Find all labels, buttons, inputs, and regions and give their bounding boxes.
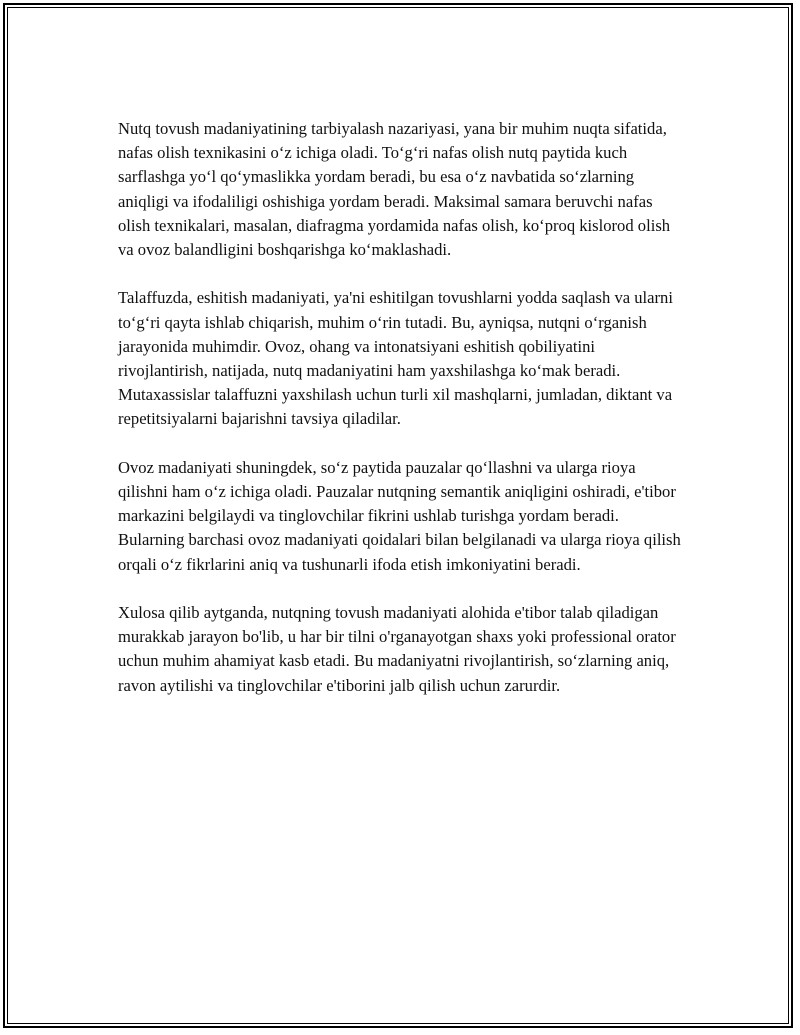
document-body	[118, 117, 688, 722]
paragraph-breathing-technique: Nutq tovush madaniyatining tarbiyalash nazariyasi, yana bir muhim nuqta sifatida, nafas olish texnikasini oʻz ichiga oladi. Toʻgʻri nafas olish nutq paytida kuch sarflashga yoʻl qoʻymaslikka yordam beradi, bu esa oʻz navbatida soʻzlarning aniqligi va ifodaliligi oshishiga yordam beradi. Maksimal samara beruvchi nafas olish texnikalari, masalan, diafragma yordamida nafas olish, koʻproq kislorod olish va ovoz balandligini boshqarishga koʻmaklashadi.	[118, 119, 671, 260]
paragraph-pauses: Ovoz madaniyati shuningdek, soʻz paytida pauzalar qoʻllashni va ularga rioya qilishni ham oʻz ichiga oladi. Pauzalar nutqning semantik aniqligini oshiradi, e'tibor markazini belgilaydi va tinglovchilar fikrini ushlab turishga yordam beradi. Bularning barchasi ovoz madaniyati qoidalari bilan belgilanadi va ularga rioya qilish orqali oʻz fikrlarini aniq va tushunarli ifoda etish imkoniyatini beradi.	[118, 457, 681, 574]
paragraph-conclusion: Xulosa qilib aytganda, nutqning tovush madaniyati alohida e'tibor talab qiladigan murakkab jarayon bo'lib, u har bir tilni o'rganayotgan shaxs yoki professional orator uchun muhim ahamiyat kasb etadi. Bu madaniyatni rivojlantirish, soʻzlarning aniq, ravon aytilishi va tinglovchilar e'tiborini jalb qilish uchun zarurdir.	[118, 603, 676, 695]
paragraph-listening-culture: Talaffuzda, eshitish madaniyati, ya'ni eshitilgan tovushlarni yodda saqlash va ularni toʻgʻri qayta ishlab chiqarish, muhim oʻrin tutadi. Bu, ayniqsa, nutqni oʻrganish jarayonida muhimdir. Ovoz, ohang va intonatsiyani eshitish qobiliyatini rivojlantirish, natijada, nutq madaniyatini ham yaxshilashga koʻmak beradi. Mutaxassislar talaffuzni yaxshilash uchun turli xil mashqlarni, jumladan, diktant va repetitsiyalarni bajarishni tavsiya qiladilar.	[118, 288, 673, 429]
